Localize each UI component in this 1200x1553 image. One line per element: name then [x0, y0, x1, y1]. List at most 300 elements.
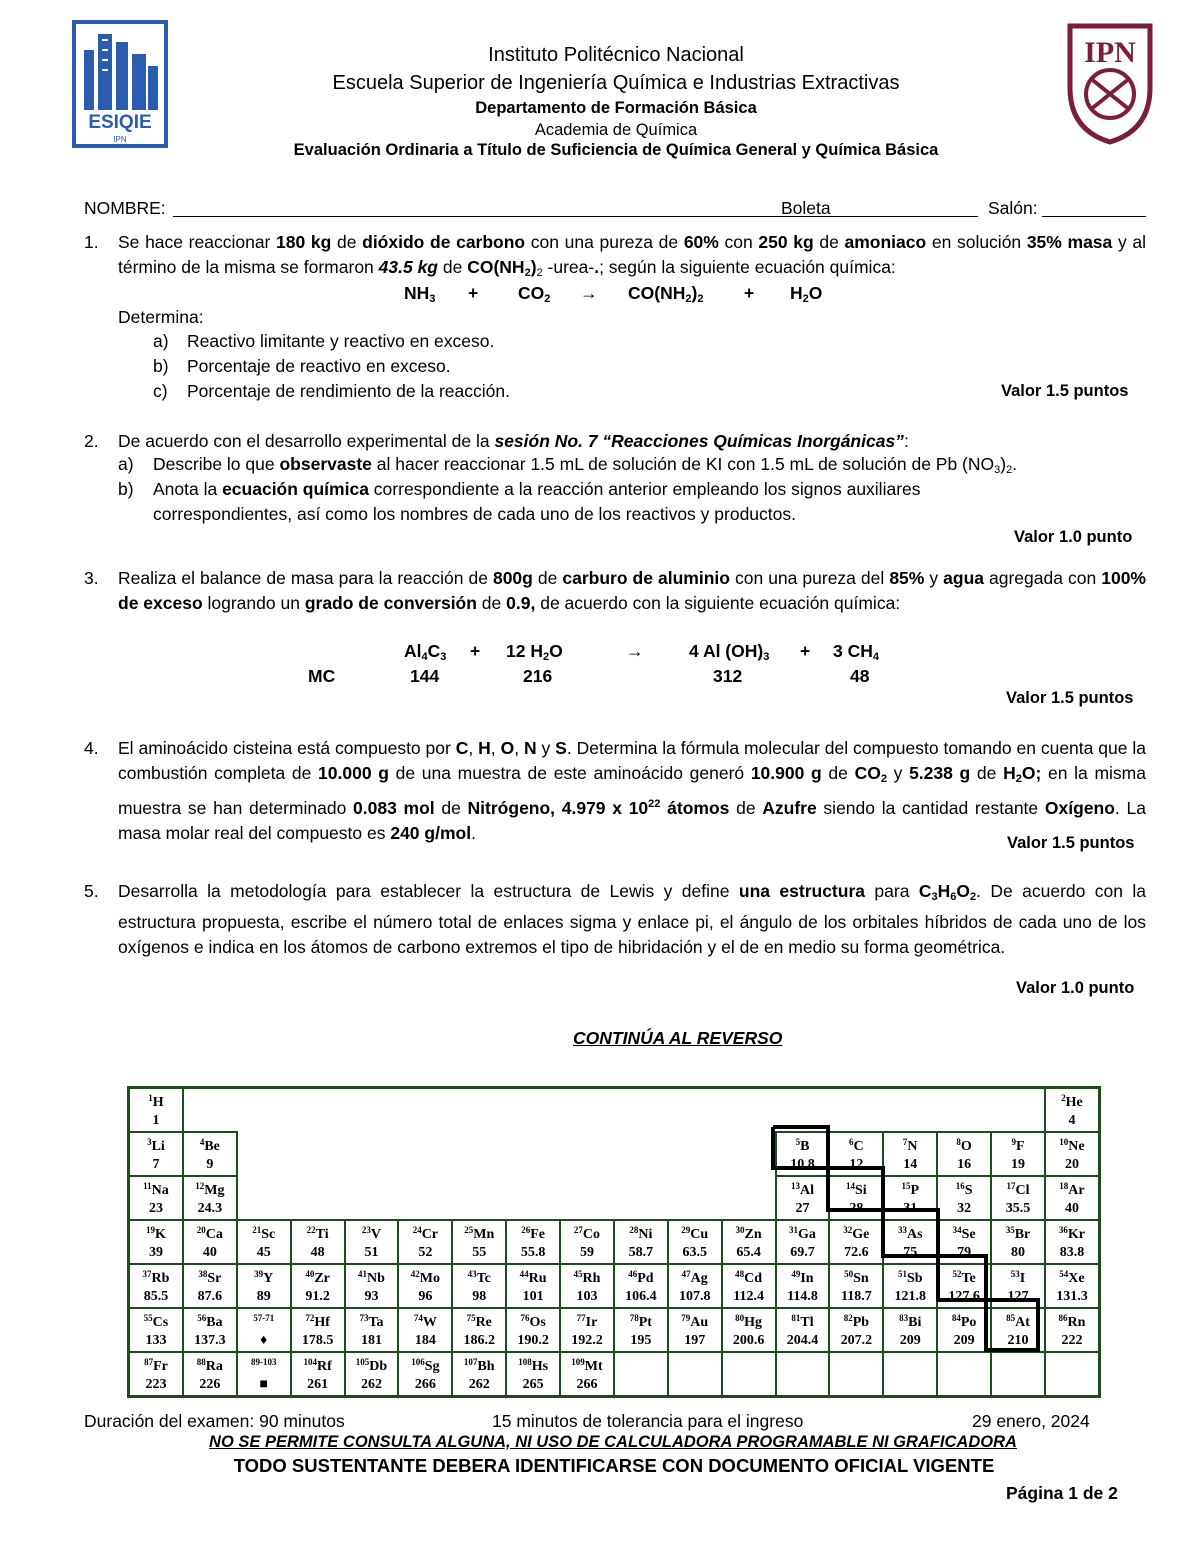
q3-reactant-water: 12 $H_2O$: [506, 641, 563, 663]
name-label: NOMBRE:: [84, 198, 166, 218]
atomic-mass: 39: [148, 1245, 163, 1260]
element-cell: [129, 1132, 183, 1176]
element-symbol: Sc: [261, 1227, 276, 1242]
q2-item-b-letter: b): [118, 479, 134, 499]
atomic-mass: 209: [953, 1333, 975, 1348]
atomic-number: 28: [629, 1225, 639, 1235]
element-cell: [1045, 1308, 1100, 1352]
q1-product-urea: $CO(NH_2)_2$: [628, 283, 704, 305]
element-cell: [722, 1264, 776, 1308]
element-cell: [291, 1352, 345, 1397]
periodic-table-gap: [506, 1132, 560, 1176]
periodic-table-gap: [560, 1176, 614, 1220]
atomic-number: 38: [198, 1269, 208, 1279]
q2-item-a-letter: a): [118, 454, 134, 474]
q3-mc-label: MC: [308, 666, 336, 686]
element-cell: [345, 1220, 399, 1264]
atomic-number: 3: [147, 1137, 152, 1147]
element-symbol: F: [1015, 1139, 1025, 1154]
q2-item-b-line2: correspondientes, así como los nombres de cada uno de los reactivos y productos.: [153, 504, 796, 524]
institution-name: Instituto Politécnico Nacional: [488, 44, 744, 66]
student-info-line: [84, 198, 1146, 222]
element-symbol: Kr: [1067, 1227, 1086, 1242]
question-1-number: 1.: [84, 232, 99, 252]
element-cell: [452, 1220, 506, 1264]
element-symbol: Nb: [367, 1271, 385, 1286]
atomic-mass: 192.2: [571, 1333, 603, 1348]
element-cell: [452, 1308, 506, 1352]
atomic-number: 79: [681, 1313, 691, 1323]
element-cell: [1045, 1352, 1100, 1397]
question-5-text: Desarrolla la metodología para establecer la estructura de Lewis y define una estructura para $C_3H_6O_2$. De acuerdo con la estructura propuesta, escribe el número total de enlaces sigma y enlace pi, el ángulo de los orbitales híbridos de cada uno de los oxígenos e indica en los átomos de carbono extremos el tipo de hibridación y el de en medio su forma geométrica.: [118, 881, 1147, 957]
element-symbol: In: [800, 1271, 814, 1286]
no-consulta-notice: NO SE PERMITE CONSULTA ALGUNA, NI USO DE CALCULADORA PROGRAMABLE NI GRAFICADORA: [209, 1433, 1017, 1451]
atomic-number: 52: [952, 1269, 962, 1279]
periodic-table-gap: [614, 1088, 668, 1133]
atomic-number: 8: [956, 1137, 961, 1147]
element-cell: [614, 1264, 668, 1308]
atomic-mass: 106.4: [625, 1289, 657, 1304]
atomic-mass: 266: [576, 1377, 598, 1392]
q3-product-ch4: 3 $CH_4$: [833, 641, 879, 663]
atomic-number: 33: [897, 1225, 907, 1235]
element-cell: [183, 1352, 237, 1397]
atomic-number: 84: [951, 1313, 961, 1323]
atomic-mass: 1: [152, 1113, 160, 1128]
atomic-number: 51: [897, 1269, 907, 1279]
atomic-mass: 24.3: [197, 1201, 223, 1216]
atomic-mass: 93: [364, 1289, 379, 1304]
atomic-mass: 69.7: [790, 1245, 815, 1260]
element-cell: [398, 1264, 452, 1308]
q1-plus-1: +: [468, 283, 479, 303]
element-cell: [883, 1176, 937, 1220]
atomic-mass: 91.2: [305, 1289, 330, 1304]
atomic-number: 44: [519, 1269, 529, 1279]
element-symbol: Ge: [852, 1227, 870, 1242]
atomic-mass: 83.8: [1059, 1245, 1085, 1260]
atomic-number: 18: [1059, 1181, 1069, 1191]
element-symbol: Po: [960, 1315, 977, 1330]
atomic-number: 35: [1005, 1225, 1015, 1235]
element-symbol: Pd: [637, 1271, 654, 1286]
question-3: [84, 566, 1146, 616]
q1-item-a: Reactivo limitante y reactivo en exceso.: [187, 331, 495, 351]
atomic-number: 42: [410, 1269, 420, 1279]
element-cell: [722, 1352, 776, 1397]
atomic-mass: 7: [152, 1157, 160, 1172]
element-cell: [883, 1308, 937, 1352]
element-cell: [668, 1220, 722, 1264]
periodic-table-gap: [398, 1132, 452, 1176]
periodic-table-gap: [722, 1176, 776, 1220]
element-cell: [829, 1176, 883, 1220]
element-cell: [776, 1352, 830, 1397]
q3-valor: Valor 1.5 puntos: [1006, 689, 1134, 707]
atomic-mass: 40: [1064, 1201, 1079, 1216]
element-cell: [829, 1264, 883, 1308]
element-symbol: Rf: [316, 1359, 332, 1374]
element-symbol: Be: [204, 1139, 220, 1154]
element-cell: [560, 1264, 614, 1308]
q4-valor: Valor 1.5 puntos: [1007, 834, 1135, 852]
atomic-mass: 27: [795, 1201, 810, 1216]
atomic-number: 81: [791, 1313, 801, 1323]
atomic-mass: 131.3: [1056, 1289, 1088, 1304]
atomic-number: 6: [849, 1137, 854, 1147]
element-cell: [614, 1220, 668, 1264]
element-symbol: Li: [151, 1139, 165, 1154]
ipn-logo: [1060, 18, 1160, 146]
q3-mc-value: 48: [850, 666, 870, 686]
element-cell: [1045, 1220, 1100, 1264]
atomic-number: 26: [521, 1225, 531, 1235]
atomic-mass: 59: [579, 1245, 594, 1260]
atomic-mass: 107.8: [678, 1289, 711, 1304]
atomic-mass: 133: [145, 1333, 167, 1348]
element-cell: [776, 1176, 830, 1220]
element-cell: [991, 1220, 1045, 1264]
element-cell: [829, 1352, 883, 1397]
atomic-number: 50: [844, 1269, 854, 1279]
atomic-number: 74: [413, 1313, 423, 1323]
atomic-mass: 19: [1010, 1157, 1025, 1172]
element-cell: [183, 1220, 237, 1264]
esiqie-logo-sub: IPN: [113, 135, 127, 144]
element-symbol: Ti: [315, 1227, 329, 1242]
element-cell: [722, 1308, 776, 1352]
element-symbol: Cr: [421, 1227, 439, 1242]
atomic-mass: 223: [145, 1377, 167, 1392]
element-cell: [398, 1220, 452, 1264]
element-symbol: Au: [690, 1315, 709, 1330]
element-cell: [776, 1220, 830, 1264]
q1-arrow: →: [580, 283, 598, 303]
element-cell: [183, 1132, 237, 1176]
element-cell: [937, 1176, 991, 1220]
element-cell: [776, 1308, 830, 1352]
periodic-table-gap: [560, 1132, 614, 1176]
element-cell: [560, 1308, 614, 1352]
atomic-number: 32: [843, 1225, 853, 1235]
atomic-number: 5: [795, 1137, 801, 1147]
element-cell: [668, 1352, 722, 1397]
atomic-mass: 195: [630, 1333, 652, 1348]
periodic-table-gap: [722, 1088, 776, 1133]
element-symbol: As: [906, 1227, 923, 1242]
element-cell: [937, 1264, 991, 1308]
element-cell: [560, 1220, 614, 1264]
question-2: [84, 429, 1146, 454]
periodic-table-gap: [183, 1088, 237, 1133]
element-symbol: Ba: [206, 1315, 223, 1330]
atomic-number: 109: [571, 1357, 585, 1367]
atomic-mass: 98: [472, 1289, 487, 1304]
element-cell: [129, 1308, 183, 1352]
element-symbol: Ag: [690, 1271, 708, 1286]
element-symbol: K: [155, 1227, 166, 1242]
periodic-table-gap: [452, 1132, 506, 1176]
element-cell: [614, 1352, 668, 1397]
atomic-mass: 262: [468, 1377, 490, 1392]
atomic-mass: 127.6: [948, 1289, 980, 1304]
esiqie-logo: [72, 20, 168, 148]
atomic-mass: 35.5: [1005, 1201, 1031, 1216]
periodic-table-gap: [560, 1088, 614, 1133]
element-cell: [291, 1308, 345, 1352]
q3-mc-value: 216: [523, 666, 553, 686]
atomic-mass: 45: [256, 1245, 271, 1260]
atomic-mass: ♦: [260, 1333, 268, 1348]
atomic-mass: 79: [957, 1245, 972, 1260]
periodic-table-row: [129, 1352, 1100, 1397]
element-cell: [183, 1176, 237, 1220]
q2-item-a: Describe lo que observaste al hacer reaccionar 1.5 mL de solución de KI con 1.5 mL de solución de Pb $(NO_3)_2$.: [153, 454, 1018, 476]
q3-mc-value: 312: [713, 666, 743, 686]
atomic-mass: 10.8: [790, 1157, 815, 1172]
atomic-number: 4: [199, 1137, 205, 1147]
atomic-number: 40: [305, 1269, 315, 1279]
atomic-number: 82: [843, 1313, 853, 1323]
tolerancia: 15 minutos de tolerancia para el ingreso: [492, 1411, 804, 1431]
atomic-mass: 51: [364, 1245, 379, 1260]
element-cell: [129, 1220, 183, 1264]
periodic-table-gap: [883, 1088, 937, 1133]
atomic-number: 77: [576, 1313, 586, 1323]
atomic-number: 11: [143, 1181, 152, 1191]
atomic-mass: 75: [903, 1245, 918, 1260]
element-symbol: Bi: [908, 1315, 922, 1330]
element-cell: [452, 1264, 506, 1308]
periodic-table-gap: [668, 1176, 722, 1220]
q1-reactant-nh3: $NH_3$: [404, 283, 436, 305]
atomic-mass: 204.4: [786, 1333, 819, 1348]
atomic-mass: 32: [957, 1201, 972, 1216]
element-cell: [991, 1308, 1045, 1352]
q1-valor: Valor 1.5 puntos: [1001, 382, 1129, 400]
esiqie-logo-text: ESIQIE: [88, 112, 152, 133]
element-cell: [991, 1176, 1045, 1220]
name-field[interactable]: [173, 216, 859, 217]
element-cell: [937, 1220, 991, 1264]
element-cell: [291, 1220, 345, 1264]
element-symbol: He: [1065, 1095, 1083, 1110]
atomic-mass: 4: [1068, 1113, 1076, 1128]
atomic-number: 27: [573, 1225, 583, 1235]
q1-item-c: Porcentaje de rendimiento de la reacción.: [187, 381, 510, 401]
atomic-number: 54: [1059, 1269, 1069, 1279]
atomic-mass: 85.5: [143, 1289, 169, 1304]
element-cell: [237, 1264, 291, 1308]
periodic-table-gap: [668, 1132, 722, 1176]
element-symbol: Mg: [204, 1183, 225, 1198]
atomic-mass: 63.5: [682, 1245, 707, 1260]
fecha-examen: 29 enero, 2024: [972, 1411, 1090, 1431]
element-symbol: Cu: [690, 1227, 709, 1242]
atomic-number: 76: [520, 1313, 530, 1323]
department-name: Departamento de Formación Básica: [475, 99, 757, 117]
atomic-mass: 207.2: [840, 1333, 873, 1348]
boleta-label: Boleta: [781, 198, 831, 218]
atomic-number: 104: [303, 1357, 317, 1367]
atomic-number: 12: [195, 1181, 205, 1191]
atomic-number: 21: [252, 1225, 262, 1235]
atomic-mass: 103: [576, 1289, 598, 1304]
element-cell: [1045, 1176, 1100, 1220]
question-1: [84, 230, 1146, 286]
question-1-text: Se hace reaccionar 180 kg de dióxido de carbono con una pureza de 60% con 250 kg de amoniaco en solución 35% masa y al término de la misma se formaron 43.5 kg de $CO(NH_2)_2$ -urea-.; según la siguiente ecuación química:: [118, 232, 1146, 279]
element-symbol: Na: [151, 1183, 169, 1198]
element-symbol: I: [1019, 1271, 1026, 1286]
periodic-table-gap: [291, 1088, 345, 1133]
atomic-number: 13: [790, 1181, 800, 1191]
element-symbol: Pb: [852, 1315, 870, 1330]
q1-item-b: Porcentaje de reactivo en exceso.: [187, 356, 451, 376]
element-cell: [183, 1264, 237, 1308]
element-cell: [129, 1352, 183, 1397]
boleta-field[interactable]: [836, 216, 978, 217]
atomic-number: 75: [466, 1313, 476, 1323]
question-2-text: De acuerdo con el desarrollo experimental de la sesión No. 7 “Reacciones Químicas Inorgánicas”:: [118, 431, 909, 451]
atomic-mass: 40: [202, 1245, 217, 1260]
element-symbol: Ru: [528, 1271, 547, 1286]
periodic-table-row: [129, 1264, 1100, 1308]
element-symbol: P: [910, 1183, 920, 1198]
atomic-number: 19: [146, 1225, 156, 1235]
element-symbol: Cs: [152, 1315, 169, 1330]
element-symbol: Si: [855, 1183, 867, 1198]
element-symbol: Hf: [314, 1315, 330, 1330]
element-cell: [1045, 1264, 1100, 1308]
atomic-number: 15: [901, 1181, 911, 1191]
element-cell: [506, 1264, 560, 1308]
q1-plus-2: +: [744, 283, 755, 303]
periodic-table-row: [129, 1220, 1100, 1264]
element-symbol: Ni: [638, 1227, 653, 1242]
exam-title: Evaluación Ordinaria a Título de Suficiencia de Química General y Química Básica: [293, 141, 939, 159]
element-symbol: Mn: [473, 1227, 495, 1242]
atomic-mass: 262: [360, 1377, 382, 1392]
periodic-table-gap: [614, 1132, 668, 1176]
element-cell: [937, 1132, 991, 1176]
atomic-mass: 118.7: [840, 1289, 872, 1304]
periodic-table-gap: [237, 1176, 291, 1220]
atomic-mass: 121.8: [894, 1289, 926, 1304]
atomic-mass: 197: [684, 1333, 706, 1348]
atomic-mass: 55: [472, 1245, 487, 1260]
element-symbol: Ga: [798, 1227, 816, 1242]
atomic-mass: 261: [307, 1377, 329, 1392]
element-cell: [560, 1352, 614, 1397]
periodic-table-gap: [668, 1088, 722, 1133]
element-cell: [829, 1132, 883, 1176]
atomic-number: 10: [1059, 1137, 1069, 1147]
atomic-mass: 72.6: [844, 1245, 869, 1260]
periodic-table: [127, 1086, 1101, 1398]
question-5: [84, 879, 1146, 960]
element-symbol: Hs: [531, 1359, 549, 1374]
element-cell: [291, 1264, 345, 1308]
atomic-number: 87: [144, 1357, 154, 1367]
atomic-number: 41: [358, 1269, 368, 1279]
continua-al-reverso: CONTINÚA AL REVERSO: [573, 1028, 783, 1048]
q1-reactant-co2: $CO_2$: [518, 283, 551, 305]
element-cell: [883, 1132, 937, 1176]
atomic-mass: 20: [1064, 1157, 1079, 1172]
element-cell: [991, 1264, 1045, 1308]
question-4: [84, 736, 1146, 846]
element-cell: [506, 1352, 560, 1397]
atomic-number: 72: [305, 1313, 315, 1323]
element-cell: [776, 1264, 830, 1308]
atomic-mass: 16: [957, 1157, 972, 1172]
salon-field[interactable]: [1042, 216, 1146, 217]
element-cell: [398, 1352, 452, 1397]
atomic-mass: 9: [206, 1157, 214, 1172]
atomic-number: 105: [355, 1357, 370, 1367]
periodic-table-row: [129, 1176, 1100, 1220]
element-cell: [668, 1308, 722, 1352]
atomic-number: 48: [735, 1269, 745, 1279]
atomic-mass: 226: [199, 1377, 221, 1392]
atomic-mass: 200.6: [732, 1333, 765, 1348]
atomic-number: 29: [681, 1225, 691, 1235]
atomic-number: 56: [197, 1313, 207, 1323]
element-symbol: Fr: [153, 1359, 168, 1374]
periodic-table-gap: [506, 1176, 560, 1220]
atomic-number: 24: [412, 1225, 422, 1235]
atomic-number: 1: [148, 1093, 153, 1103]
atomic-mass: 222: [1061, 1333, 1083, 1348]
atomic-mass: 265: [522, 1377, 544, 1392]
atomic-mass: 12: [849, 1157, 864, 1172]
atomic-number: 16: [955, 1181, 965, 1191]
element-symbol: Br: [1014, 1227, 1031, 1242]
atomic-number: 53: [1010, 1269, 1020, 1279]
identificacion-notice: TODO SUSTENTANTE DEBERA IDENTIFICARSE CON DOCUMENTO OFICIAL VIGENTE: [233, 1455, 995, 1476]
element-cell: [883, 1264, 937, 1308]
atomic-number: 83: [899, 1313, 909, 1323]
element-symbol: H: [152, 1095, 164, 1110]
periodic-table-gap: [398, 1088, 452, 1133]
element-symbol: Ra: [205, 1359, 223, 1374]
element-cell: [668, 1264, 722, 1308]
atomic-number: 7: [902, 1137, 908, 1147]
q1-determina: Determina:: [118, 307, 204, 327]
element-symbol: Mo: [419, 1271, 440, 1286]
element-symbol: C: [853, 1139, 864, 1154]
atomic-mass: 96: [418, 1289, 433, 1304]
q3-arrow: →: [626, 641, 644, 661]
element-symbol: Fe: [530, 1227, 545, 1242]
element-cell: [129, 1176, 183, 1220]
atomic-mass: 137.3: [194, 1333, 226, 1348]
atomic-number: 17: [1006, 1181, 1016, 1191]
atomic-mass: 181: [360, 1333, 382, 1348]
atomic-mass: 52: [418, 1245, 433, 1260]
element-symbol: Sr: [207, 1271, 222, 1286]
element-symbol: Ar: [1068, 1183, 1085, 1198]
atomic-number: 73: [359, 1313, 369, 1323]
atomic-number: 85: [1006, 1313, 1016, 1323]
duracion-examen: Duración del examen: 90 minutos: [84, 1411, 345, 1431]
atomic-number: 37: [142, 1269, 152, 1279]
atomic-number: 45: [573, 1269, 583, 1279]
atomic-number: 25: [464, 1225, 474, 1235]
atomic-mass: 55.8: [520, 1245, 546, 1260]
element-symbol: W: [422, 1315, 437, 1330]
periodic-table-gap: [452, 1176, 506, 1220]
